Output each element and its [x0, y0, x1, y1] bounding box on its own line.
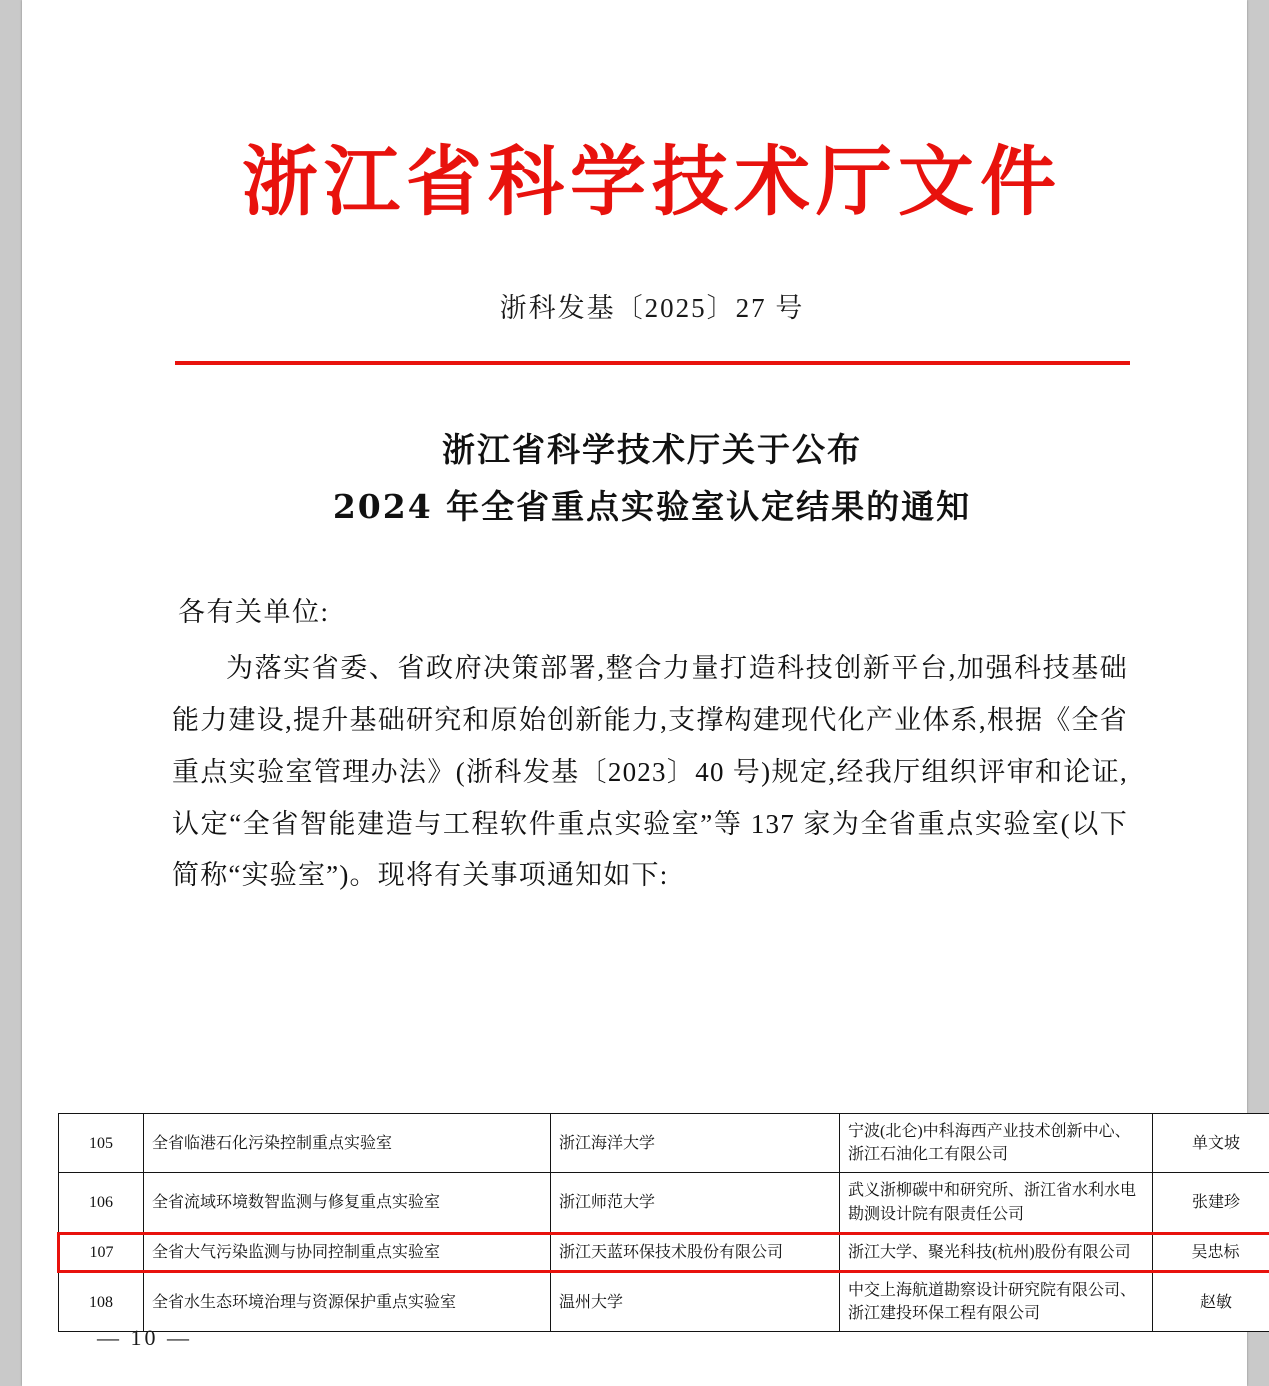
row-host-unit: 浙江海洋大学	[551, 1114, 840, 1173]
row-lab-name: 全省水生态环境治理与资源保护重点实验室	[144, 1271, 551, 1331]
document-content	[172, 0, 1132, 902]
row-joint-units: 浙江大学、聚光科技(杭州)股份有限公司	[840, 1233, 1153, 1271]
red-divider-rule	[175, 361, 1130, 365]
row-joint-units: 中交上海航道勘察设计研究院有限公司、浙江建投环保工程有限公司	[840, 1271, 1153, 1331]
row-number: 105	[59, 1114, 144, 1173]
row-joint-units: 武义浙柳碳中和研究所、浙江省水利水电勘测设计院有限责任公司	[840, 1173, 1153, 1233]
row-lab-name: 全省流域环境数智监测与修复重点实验室	[144, 1173, 551, 1233]
row-number: 107	[59, 1233, 144, 1271]
document-number: 浙科发基〔2025〕27 号	[499, 292, 805, 323]
row-leader: 单文坡	[1153, 1114, 1269, 1173]
table-row	[59, 1114, 1269, 1173]
page-number-footer: — 10 —	[97, 1325, 192, 1350]
row-leader: 赵敏	[1153, 1271, 1269, 1331]
laboratory-list-table	[57, 1113, 1240, 1332]
table-row-highlighted	[59, 1233, 1269, 1271]
row-leader: 吴忠标	[1153, 1233, 1269, 1271]
page-title-line-2: 2024 年全省重点实验室认定结果的通知	[332, 487, 972, 527]
table-body	[59, 1114, 1269, 1332]
row-host-unit: 浙江天蓝环保技术股份有限公司	[551, 1233, 840, 1271]
body-paragraph: 为落实省委、省政府决策部署,整合力量打造科技创新平台,加强科技基础能力建设,提升基础研究和原始创新能力,支撑构建现代化产业体系,根据《全省重点实验室管理办法》(浙科发基〔2023〕40 号)规定,经我厅组织评审和论证,认定“全省智能建造与工程软件重点实验室”等 137 家为全省重点实验室(以下简称“实验室”)。现将有关事项通知如下:	[172, 653, 1128, 891]
page-title-line-1: 浙江省科学技术厅关于公布	[442, 429, 862, 469]
row-number: 106	[59, 1173, 144, 1233]
row-lab-name: 全省临港石化污染控制重点实验室	[144, 1114, 551, 1173]
row-leader: 张建珍	[1153, 1173, 1269, 1233]
page-title	[172, 421, 1132, 537]
document-page	[22, 0, 1247, 1386]
row-number: 108	[59, 1271, 144, 1331]
row-host-unit: 温州大学	[551, 1271, 840, 1331]
salutation: 各有关单位:	[178, 597, 330, 628]
masthead-title: 浙江省科学技术厅文件	[242, 137, 1062, 226]
table-row	[59, 1173, 1269, 1233]
row-host-unit: 浙江师范大学	[551, 1173, 840, 1233]
table-row	[59, 1271, 1269, 1331]
row-lab-name: 全省大气污染监测与协同控制重点实验室	[144, 1233, 551, 1271]
row-joint-units: 宁波(北仑)中科海西产业技术创新中心、浙江石油化工有限公司	[840, 1114, 1153, 1173]
